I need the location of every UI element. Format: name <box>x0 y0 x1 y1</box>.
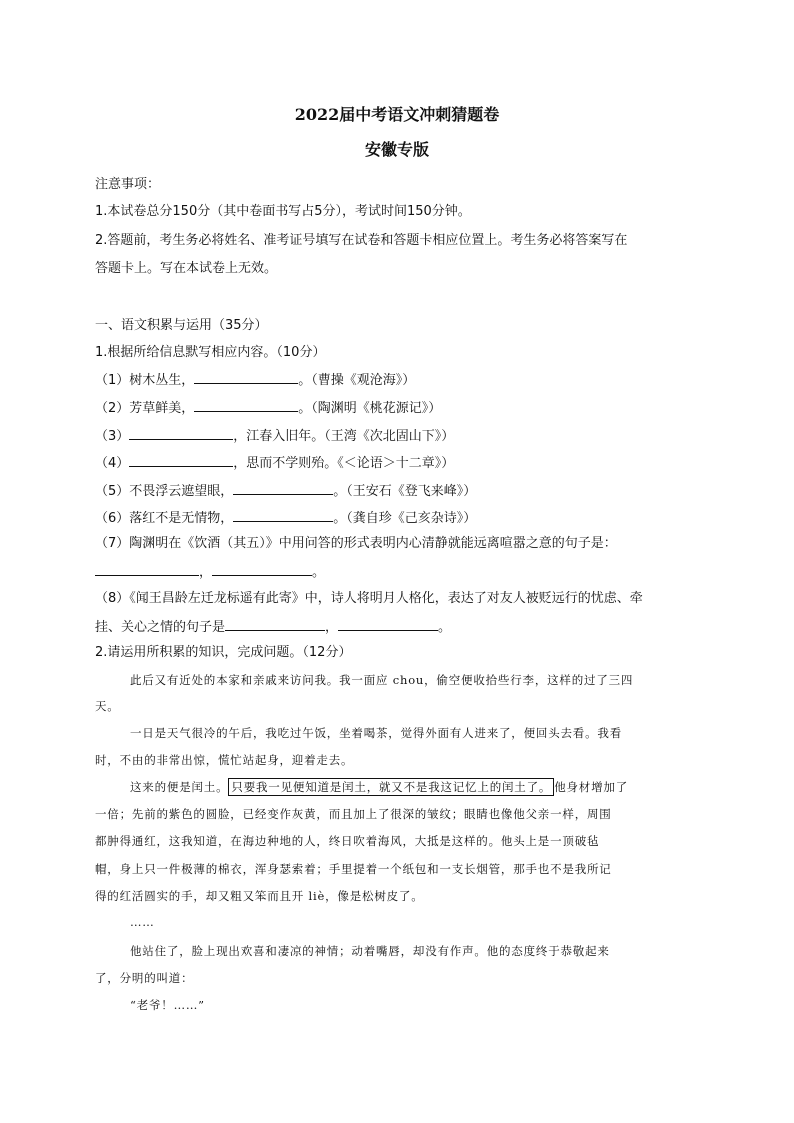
answer-blank[interactable] <box>338 617 438 631</box>
passage-p1-line-1: 此后又有近处的本家和亲戚来访问我。我一面应 chou，偷空便收拾些行李，这样的过了三四 <box>130 673 634 687</box>
q1-item-7-line-1: （7）陶渊明在《饮酒（其五）》中用问答的形式表明内心清静就能远离喧嚣之意的句子是： <box>95 536 617 551</box>
answer-blank[interactable] <box>233 508 333 522</box>
q1-item-2-prefix: （2）芳草鲜美， <box>95 401 195 416</box>
q1-item-1 <box>95 370 415 390</box>
q1-item-5 <box>95 481 476 501</box>
passage-p4-line-1: 他站住了，脸上现出欢喜和凄凉的神情；动着嘴唇，却没有作声。他的态度终于恭敬起来 <box>130 944 610 958</box>
q1-item-8-separator: ， <box>325 620 339 635</box>
q1-item-3 <box>95 426 454 446</box>
passage-p4-line-2: 了，分明的叫道： <box>95 971 194 985</box>
passage-p2-line-1: 一日是天气很冷的午后，我吃过午饭，坐着喝茶，觉得外面有人进来了，便回头去看。我看 <box>130 726 622 740</box>
answer-blank[interactable] <box>95 562 199 576</box>
exam-title: 2022届中考语文冲刺猜题卷 <box>294 105 500 124</box>
q1-item-5-prefix: （5）不畏浮云遮望眼， <box>95 484 234 499</box>
passage-p2-line-2: 时，不由的非常出惊，慌忙站起身，迎着走去。 <box>95 753 354 767</box>
q1-item-3-suffix: ，江春入旧年。（王湾《次北固山下》） <box>233 429 455 444</box>
q1-item-4-suffix: ，思而不学则殆。《＜论语＞十二章》） <box>233 456 455 471</box>
boxed-sentence: 只要我一见便知道是闰土，就又不是我这记忆上的闰土了。 <box>228 778 554 796</box>
q1-item-8-end: 。 <box>438 620 452 635</box>
passage-p3-prefix: 这来的便是闰土。 <box>130 780 229 794</box>
passage-p1-line-2: 天。 <box>95 699 120 713</box>
q1-item-6-prefix: （6）落红不是无情物， <box>95 511 234 526</box>
passage-p3-line-3: 都肿得通红，这我知道，在海边种地的人，终日吹着海风，大抵是这样的。他头上是一顶破毡 <box>95 834 600 848</box>
question-1-stem: 1.根据所给信息默写相应内容。（10分） <box>95 345 326 360</box>
passage-p3-line-2: 一倍；先前的紫色的圆脸，已经变作灰黄，而且加上了很深的皱纹；眼睛也像他父亲一样，周围 <box>95 807 612 821</box>
passage-p3-line-5: 得的红活圆实的手，却又粗又笨而且开 liè，像是松树皮了。 <box>95 889 424 903</box>
question-2-stem: 2.请运用所积累的知识，完成问题。（12分） <box>95 645 352 660</box>
note-item-2-line-2: 答题卡上。写在本试卷上无效。 <box>95 261 278 276</box>
answer-blank[interactable] <box>194 398 298 412</box>
q1-item-5-suffix: 。（王安石《登飞来峰》） <box>333 484 477 499</box>
notes-heading: 注意事项： <box>95 177 161 192</box>
q1-item-3-prefix: （3） <box>95 429 130 444</box>
q1-item-6-suffix: 。（龚自珍《己亥杂诗》） <box>333 511 477 526</box>
passage-ellipsis: …… <box>130 915 155 929</box>
note-item-1: 1.本试卷总分150分（其中卷面书写占5分），考试时间150分钟。 <box>95 204 471 219</box>
answer-blank[interactable] <box>129 453 233 467</box>
note-item-2-line-1: 2.答题前，考生务必将姓名、准考证号填写在试卷和答题卡相应位置上。考生务必将答案写在 <box>95 233 628 248</box>
q1-item-1-prefix: （1）树木丛生， <box>95 373 195 388</box>
q1-item-6 <box>95 508 476 528</box>
section-1-heading: 一、语文积累与运用（35分） <box>95 318 268 333</box>
passage-p3-line-1 <box>130 779 628 795</box>
answer-blank[interactable] <box>212 562 312 576</box>
q1-item-7-answer-line <box>95 562 325 582</box>
q1-item-8-prefix: 挂、关心之情的句子是 <box>95 620 226 635</box>
answer-blank[interactable] <box>194 370 298 384</box>
passage-p3-line-4: 帽，身上只一件极薄的棉衣，浑身瑟索着；手里提着一个纸包和一支长烟管，那手也不是我所记 <box>95 862 612 876</box>
q1-item-2 <box>95 398 441 418</box>
q1-item-1-suffix: 。（曹操《观沧海》） <box>298 373 416 388</box>
q1-item-7-separator: ， <box>199 565 213 580</box>
q1-item-8-line-2 <box>95 617 451 637</box>
exam-subtitle: 安徽专版 <box>364 140 429 159</box>
q1-item-7-end: 。 <box>312 565 326 580</box>
q1-item-2-suffix: 。（陶渊明《桃花源记》） <box>298 401 442 416</box>
q1-item-4-prefix: （4） <box>95 456 130 471</box>
passage-quote: “老爷！……” <box>130 998 205 1012</box>
q1-item-4 <box>95 453 454 473</box>
answer-blank[interactable] <box>225 617 325 631</box>
answer-blank[interactable] <box>233 481 333 495</box>
answer-blank[interactable] <box>129 426 233 440</box>
passage-p3-suffix: 他身材增加了 <box>554 780 629 794</box>
q1-item-8-line-1: （8）《闻王昌龄左迁龙标遥有此寄》中，诗人将明月人格化，表达了对友人被贬远行的忧虑、牵 <box>95 591 643 606</box>
